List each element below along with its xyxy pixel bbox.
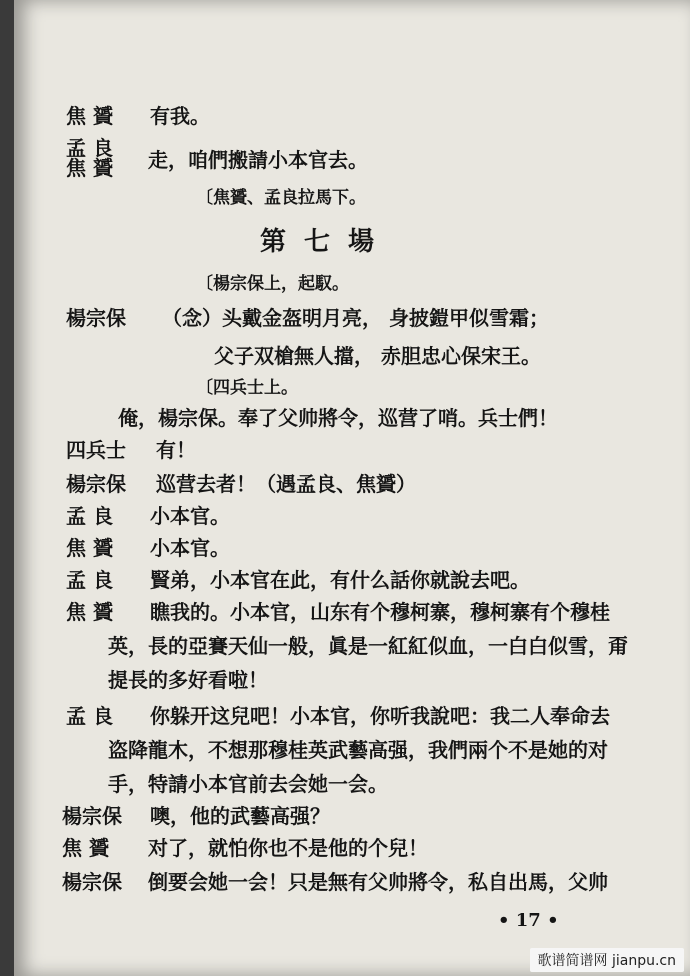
dialogue-text: 俺，楊宗保。奉了父帅將令，巡营了哨。兵士們！ [118, 406, 558, 430]
speaker-name: 焦 贇 [62, 836, 109, 860]
site-watermark: 歌谱简谱网 jianpu.cn [530, 948, 684, 972]
dialogue-line [14, 138, 690, 182]
stage-text: 〔焦贇、孟良拉馬下。 [196, 188, 366, 208]
dialogue-text: 倒要会她一会！只是無有父帅將令，私自出馬，父帅 [148, 870, 608, 894]
stage-text: 〔四兵士上。 [196, 378, 298, 398]
speaker-name: 孟 良 [66, 704, 113, 728]
speaker-name: 楊宗保 [66, 472, 126, 496]
dialogue-text: 賢弟，小本官在此，有什么話你就說去吧。 [150, 568, 530, 592]
speaker-name: 孟 良 [66, 568, 113, 592]
dialogue-text: 噢，他的武藝高强？ [150, 804, 330, 828]
speaker-name: 楊宗保 [62, 870, 122, 894]
speaker-name: 焦 贇 [66, 104, 113, 128]
speaker-name: 楊宗保 [62, 804, 122, 828]
page-number: • 17 • [498, 910, 559, 931]
dialogue-text: 父子双槍無人擋， 赤胆忠心保宋王。 [214, 344, 541, 368]
dialogue-text: 有我。 [150, 104, 210, 128]
speaker-name: 四兵士 [66, 438, 126, 462]
speaker-name: 孟 良 [66, 136, 113, 160]
dialogue-text: 手，特請小本官前去会她一会。 [108, 772, 388, 796]
dialogue-text: 提長的多好看啦！ [108, 668, 268, 692]
speaker-name: 楊宗保 [66, 306, 126, 330]
scene-title-text: 第七場 [260, 227, 393, 257]
speaker-name: 焦 贇 [66, 156, 113, 180]
dialogue-text: 英，長的亞賽天仙一般，眞是一紅紅似血，一白白似雪，甭 [108, 634, 628, 658]
dialogue-text: 小本官。 [150, 504, 230, 528]
speaker-name: 孟 良 [66, 504, 113, 528]
speaker-name: 焦 贇 [66, 536, 113, 560]
dialogue-text: 走，咱們搬請小本官去。 [148, 148, 368, 172]
dialogue-text: 瞧我的。小本官，山东有个穆柯寨，穆柯寨有个穆桂 [150, 600, 610, 624]
dialogue-text: 有！ [156, 438, 196, 462]
speaker-name: 焦 贇 [66, 600, 113, 624]
dialogue-text: 对了，就怕你也不是他的个兒！ [148, 836, 428, 860]
script-page [14, 0, 690, 976]
stage-text: 〔楊宗保上，起馭。 [196, 274, 349, 294]
dialogue-text: 小本官。 [150, 536, 230, 560]
dialogue-text: 你躲开这兒吧！小本官，你听我說吧：我二人奉命去 [150, 704, 610, 728]
dialogue-text: （念）头戴金盔明月亮， 身披鎧甲似雪霜； [162, 306, 549, 330]
dialogue-text: 盗降龍木，不想那穆桂英武藝高强，我們兩个不是她的对 [108, 738, 608, 762]
dialogue-text: 巡营去者！（遇孟良、焦贇） [156, 472, 416, 496]
